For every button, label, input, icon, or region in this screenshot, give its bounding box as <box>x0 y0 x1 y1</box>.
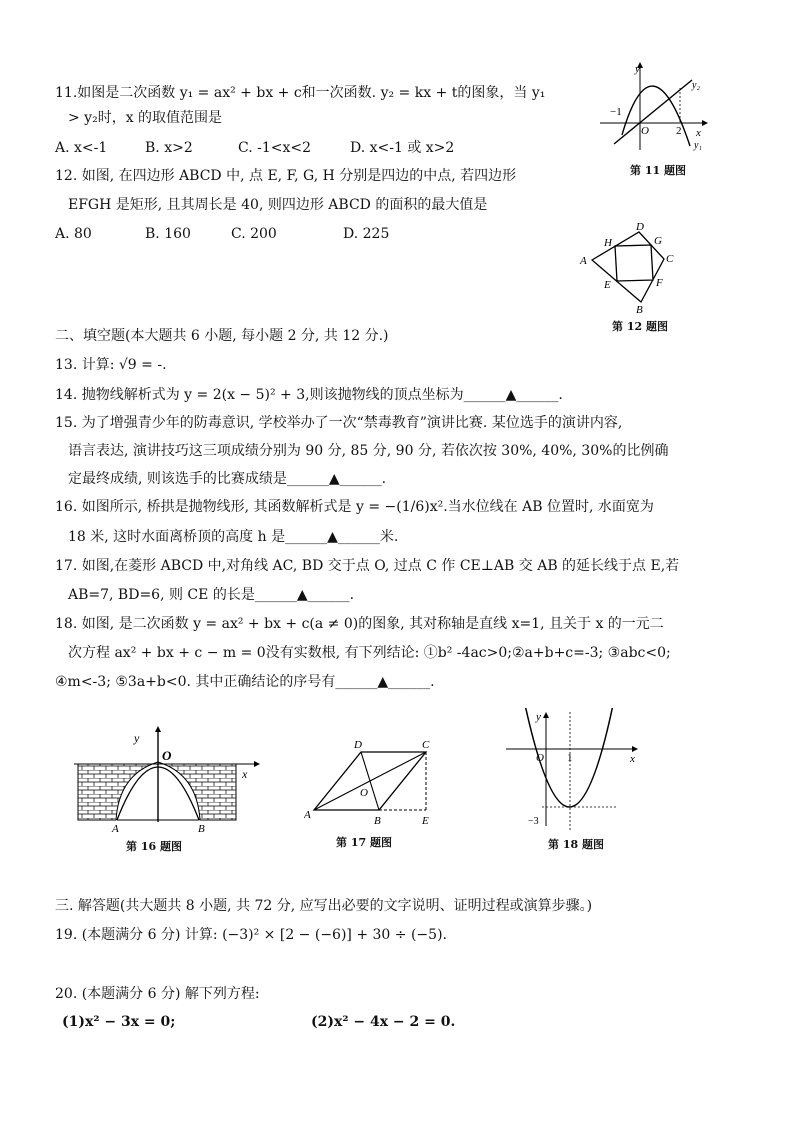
q11-x-arrow <box>702 120 708 126</box>
q17-line2: AB=7, BD=6, 则 CE 的长是______▲______. <box>68 587 355 603</box>
q12-fig-a: A <box>580 255 587 267</box>
q12-fig-e: E <box>604 279 611 291</box>
q11-fig-y: y <box>635 63 640 75</box>
q16-fig-a: A <box>112 823 119 834</box>
q11-line2: > y₂时，x 的取值范围是 <box>68 110 223 126</box>
q12-option-b: B. 160 <box>145 226 191 242</box>
q12-fig-h: H <box>604 237 612 249</box>
q12-option-c: C. 200 <box>231 226 277 242</box>
q16-line1: 16. 如图所示, 桥拱是抛物线形, 其函数解析式是 y = −(1/6)x².当水位线在 AB 位置时, 水面宽为 <box>55 499 654 515</box>
q16-line2: 18 米, 这时水面离桥顶的高度 h 是______▲______米. <box>68 529 399 545</box>
q18-x-arrow <box>632 746 638 752</box>
q15-line2: 语言表达, 演讲技巧这三项成绩分别为 90 分, 85 分, 90 分, 若依次按 30%, 40%, 30%的比例确 <box>68 443 669 459</box>
q11-fig-o: O <box>641 125 649 137</box>
section2-title: 二、填空题(本大题共 6 小题, 每小题 2 分, 共 12 分.) <box>55 328 389 344</box>
q17-fig-e: E <box>422 815 429 826</box>
q11-option-c: C. -1<x<2 <box>238 140 312 156</box>
q12-figure <box>574 222 682 314</box>
q16-fig-o: O <box>162 748 172 763</box>
q11-options <box>55 139 454 157</box>
q16-caption: 第 16 题图 <box>126 840 182 853</box>
q12-rect-efgh <box>615 245 653 281</box>
q18-fig-one: 1 <box>567 752 573 764</box>
q12-fig-g: G <box>654 235 662 247</box>
q18-fig-neg3: −3 <box>528 816 539 827</box>
q18-line1: 18. 如图, 是二次函数 y = ax² + bx + c(a ≠ 0)的图象, 其对称轴是直线 x=1, 且关于 x 的一元二 <box>55 616 664 632</box>
q18-fig-o: O <box>536 752 544 764</box>
q11-caption: 第 11 题图 <box>630 164 686 177</box>
q15-line3: 定最终成绩, 则该选手的比赛成绩是______▲______. <box>68 471 387 487</box>
q18-line2: 次方程 ax² + bx + c − m = 0没有实数根, 有下列结论: ①b² -4ac>0;②a+b+c=-3; ③abc<0; <box>68 645 671 661</box>
q12-line1: 12. 如图, 在四边形 ABCD 中, 点 E, F, G, H 分别是四边的中点, 若四边形 <box>55 168 517 184</box>
q17-line1: 17. 如图,在菱形 ABCD 中,对角线 AC, BD 交于点 O, 过点 C 作 CE⊥AB 交 AB 的延长线于点 E,若 <box>55 558 680 574</box>
q17-diagonal-bd <box>361 752 379 810</box>
q12-fig-b: B <box>636 304 643 314</box>
q12-options <box>55 225 389 243</box>
q17-figure <box>304 736 444 826</box>
q12-fig-f: F <box>656 277 663 289</box>
q18-y-arrow <box>543 712 549 718</box>
q13: 13. 计算: √9 = -. <box>55 357 167 373</box>
q15-line1: 15. 为了增强青少年的防毒意识, 学校举办了一次“禁毒教育”演讲比赛. 某位选手的演讲内容, <box>55 415 623 431</box>
q16-fig-x: x <box>242 767 248 781</box>
q12-fig-c: C <box>666 253 674 265</box>
q17-fig-o: O <box>360 787 368 799</box>
q17-caption: 第 17 题图 <box>336 836 392 849</box>
q19: 19. (本题满分 6 分) 计算: (−3)² × [2 − (−6)] + 30 ÷ (−5). <box>55 927 447 943</box>
q14: 14. 抛物线解析式为 y = 2(x − 5)² + 3,则该抛物线的顶点坐标为______▲______. <box>55 387 563 403</box>
q16-fig-b: B <box>198 823 205 834</box>
q18-figure <box>504 708 644 832</box>
q20-eq1: (1)x² − 3x = 0; <box>62 1014 176 1030</box>
q16-x-arrow <box>254 761 260 767</box>
section3-title: 三. 解答题(共大题共 8 小题, 共 72 分, 应写出必要的文字说明、证明过程或演算步骤。) <box>55 898 593 914</box>
q12-caption: 第 12 题图 <box>612 320 668 333</box>
q12-line2: EFGH 是矩形, 且其周长是 40, 则四边形 ABCD 的面积的最大值是 <box>68 197 488 213</box>
q18-fig-y: y <box>536 711 541 723</box>
q11-option-d: D. x<-1 或 x>2 <box>350 140 455 156</box>
q18-fig-x: x <box>630 753 635 765</box>
q12-fig-d: D <box>636 222 644 233</box>
q20-line1: 20. (本题满分 6 分) 解下列方程: <box>55 986 260 1002</box>
q16-fig-y: y <box>134 731 140 745</box>
q11-option-b: B. x>2 <box>145 140 193 156</box>
q11-option-a: A. x<-1 <box>55 140 108 156</box>
q11-fig-neg1: −1 <box>610 106 622 118</box>
q11-line1: 11.如图是二次函数 y₁ = ax² + bx + c和一次函数. y₂ = kx + t的图象，当 y₁ <box>55 85 546 101</box>
q17-fig-d: D <box>354 739 362 751</box>
q18-caption: 第 18 题图 <box>548 838 604 851</box>
q12-option-a: A. 80 <box>55 226 92 242</box>
q17-fig-b: B <box>374 815 381 826</box>
q17-fig-a: A <box>304 809 311 821</box>
q16-figure <box>70 722 270 834</box>
q20-eq2: (2)x² − 4x − 2 = 0. <box>311 1014 456 1030</box>
q12-option-d: D. 225 <box>343 226 390 242</box>
q17-fig-c: C <box>422 739 430 751</box>
q11-fig-y2: y₂ <box>692 80 700 91</box>
q11-fig-two: 2 <box>676 125 682 137</box>
q16-y-arrow <box>155 726 161 732</box>
q11-fig-x: x <box>696 127 701 139</box>
q11-figure <box>596 60 708 152</box>
q11-fig-y1: y₁ <box>694 140 702 151</box>
q18-line3: ④m<-3; ⑤3a+b<0. 其中正确结论的序号有______▲______. <box>55 674 435 690</box>
